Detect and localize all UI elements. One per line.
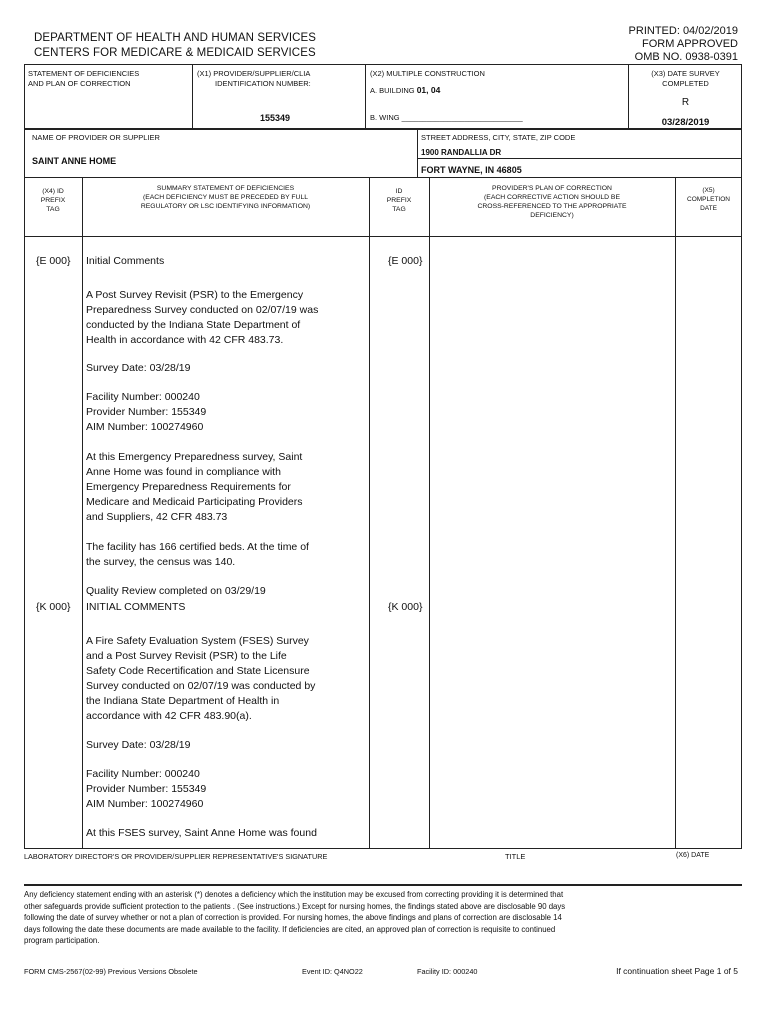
agency-header (34, 31, 316, 61)
k000-paragraph-fses: At this FSES survey, Saint Anne Home was found (86, 827, 317, 839)
form-info-header (629, 25, 738, 64)
wing-line: B. WING _____________________________ (370, 113, 523, 122)
city-state-zip: FORT WAYNE, IN 46805 (421, 165, 522, 175)
agency-line-2: CENTERS FOR MEDICARE & MEDICAID SERVICES (34, 47, 316, 59)
k000-facility-numbers: Facility Number: 000240 Provider Number: 155349 AIM Number: 100274960 (86, 768, 207, 810)
e000-paragraph-beds: The facility has 166 certified beds. At the time of the survey, the census was 140. (86, 541, 309, 568)
e000-title: Initial Comments (86, 255, 165, 267)
disclaimer-text: Any deficiency statement ending with an asterisk (*) denotes a deficiency which the institution may be excused from correcting providing it is determined that other safeguards provide sufficient protection to the patients . (See instructions.) Except for nursing homes, the findings stated above are disclosable 90 days following the date of survey whether or not a plan of correction is provided. For nursing homes, the above findings and plans of correction are disclosable 14 days following the date these documents are made available to the facility. If deficiencies are cited, an approved plan of correction is requisite to continued program participation. (24, 890, 566, 945)
x5-header-1: (X5) (702, 187, 715, 194)
x1-label (197, 69, 362, 89)
street-label: STREET ADDRESS, CITY, STATE, ZIP CODE (421, 133, 576, 142)
plan-header (429, 184, 675, 220)
x3-label-2: COMPLETED (662, 79, 709, 88)
id-header-2: PREFIX (386, 197, 412, 204)
statement-label-2: AND PLAN OF CORRECTION (28, 79, 131, 88)
survey-completed-date: 03/28/2019 (661, 117, 710, 128)
agency-line-1: DEPARTMENT OF HEALTH AND HUMAN SERVICES (34, 32, 317, 44)
x4-header (24, 187, 82, 214)
building-line (370, 85, 440, 96)
building-value: 01, 04 (416, 85, 441, 95)
title-label: TITLE (505, 852, 526, 861)
provider-name-label: NAME OF PROVIDER OR SUPPLIER (32, 133, 160, 142)
id-header (369, 187, 429, 214)
x1-label-2: IDENTIFICATION NUMBER: (215, 79, 311, 88)
x4-header-1: (X4) ID (42, 188, 64, 195)
provider-id-number: 155349 (260, 113, 291, 123)
k000-paragraph-1: A Fire Safety Evaluation System (FSES) Survey and a Post Survey Revisit (PSR) to the Life Safety Code Recertification and State Licensure Survey conducted on 02/07/19 was conducted by the Indiana State Department of Health in accordance with 42 CFR 483.90(a). (86, 635, 316, 722)
form-approved: FORM APPROVED (642, 38, 738, 50)
x1-label-1: (X1) PROVIDER/SUPPLIER/CLIA (197, 69, 311, 78)
x4-header-3: TAG (46, 206, 60, 213)
plan-header-4: DEFICIENCY) (530, 212, 574, 219)
form-number: FORM CMS-2567(02-99) Previous Versions Obsolete (24, 967, 198, 976)
statement-label (28, 69, 139, 89)
x3-r: R (681, 97, 690, 108)
summary-header-1: SUMMARY STATEMENT OF DEFICIENCIES (156, 185, 295, 192)
facility-id: Facility ID: 000240 (417, 967, 478, 976)
k000-tag-right: {K 000} (388, 601, 423, 613)
x5-header (675, 186, 742, 213)
k000-tag-left: {K 000} (36, 601, 71, 613)
signature-label: LABORATORY DIRECTOR'S OR PROVIDER/SUPPLIER REPRESENTATIVE'S SIGNATURE (24, 852, 328, 861)
summary-header-2: (EACH DEFICIENCY MUST BE PRECEDED BY FULL (142, 194, 309, 201)
x6-date-label: (X6) DATE (676, 852, 710, 859)
e000-tag-left: {E 000} (36, 255, 71, 267)
k000-survey-date: Survey Date: 03/28/19 (86, 739, 191, 751)
plan-header-1: PROVIDER'S PLAN OF CORRECTION (492, 185, 612, 192)
k000-title: INITIAL COMMENTS (86, 601, 186, 613)
page-indicator: If continuation sheet Page 1 of 5 (616, 966, 738, 976)
id-header-1: ID (395, 188, 403, 195)
provider-name: SAINT ANNE HOME (32, 156, 117, 166)
x3-label-1: (X3) DATE SURVEY (651, 69, 720, 78)
e000-paragraph-1: A Post Survey Revisit (PSR) to the Emergency Preparedness Survey conducted on 02/07/19 was conducted by the Indiana State Department of Health in accordance with 42 CFR 483.73. (86, 289, 319, 346)
x4-header-2: PREFIX (40, 197, 66, 204)
plan-header-3: CROSS-REFERENCED TO THE APPROPRIATE (477, 203, 627, 210)
printed-date: PRINTED: 04/02/2019 (628, 25, 738, 37)
x3-label (633, 69, 738, 89)
e000-paragraph-compliance: At this Emergency Preparedness survey, Saint Anne Home was found in compliance with Emergency Preparedness Requirements for Medicare and Medicaid Participating Providers and Suppliers, 42 CFR 483.73 (86, 451, 303, 523)
statement-label-1: STATEMENT OF DEFICIENCIES (28, 69, 140, 78)
omb-number: OMB NO. 0938-0391 (634, 51, 738, 63)
x5-header-2: COMPLETION (687, 196, 730, 203)
building-label: A. BUILDING (370, 86, 415, 95)
plan-header-2: (EACH CORRECTIVE ACTION SHOULD BE (484, 194, 620, 201)
e000-quality-review: Quality Review completed on 03/29/19 (86, 585, 266, 597)
summary-header-3: REGULATORY OR LSC IDENTIFYING INFORMATION) (140, 203, 311, 210)
id-header-3: TAG (392, 206, 406, 213)
summary-header (82, 184, 369, 211)
e000-survey-date: Survey Date: 03/28/19 (86, 362, 191, 374)
event-id: Event ID: Q4NO22 (302, 967, 363, 976)
x5-header-3: DATE (700, 205, 717, 212)
e000-facility-numbers: Facility Number: 000240 Provider Number: 155349 AIM Number: 100274960 (86, 391, 207, 433)
x2-label: (X2) MULTIPLE CONSTRUCTION (370, 69, 485, 78)
street-address: 1900 RANDALLIA DR (421, 148, 502, 157)
e000-tag-right: {E 000} (388, 255, 423, 267)
